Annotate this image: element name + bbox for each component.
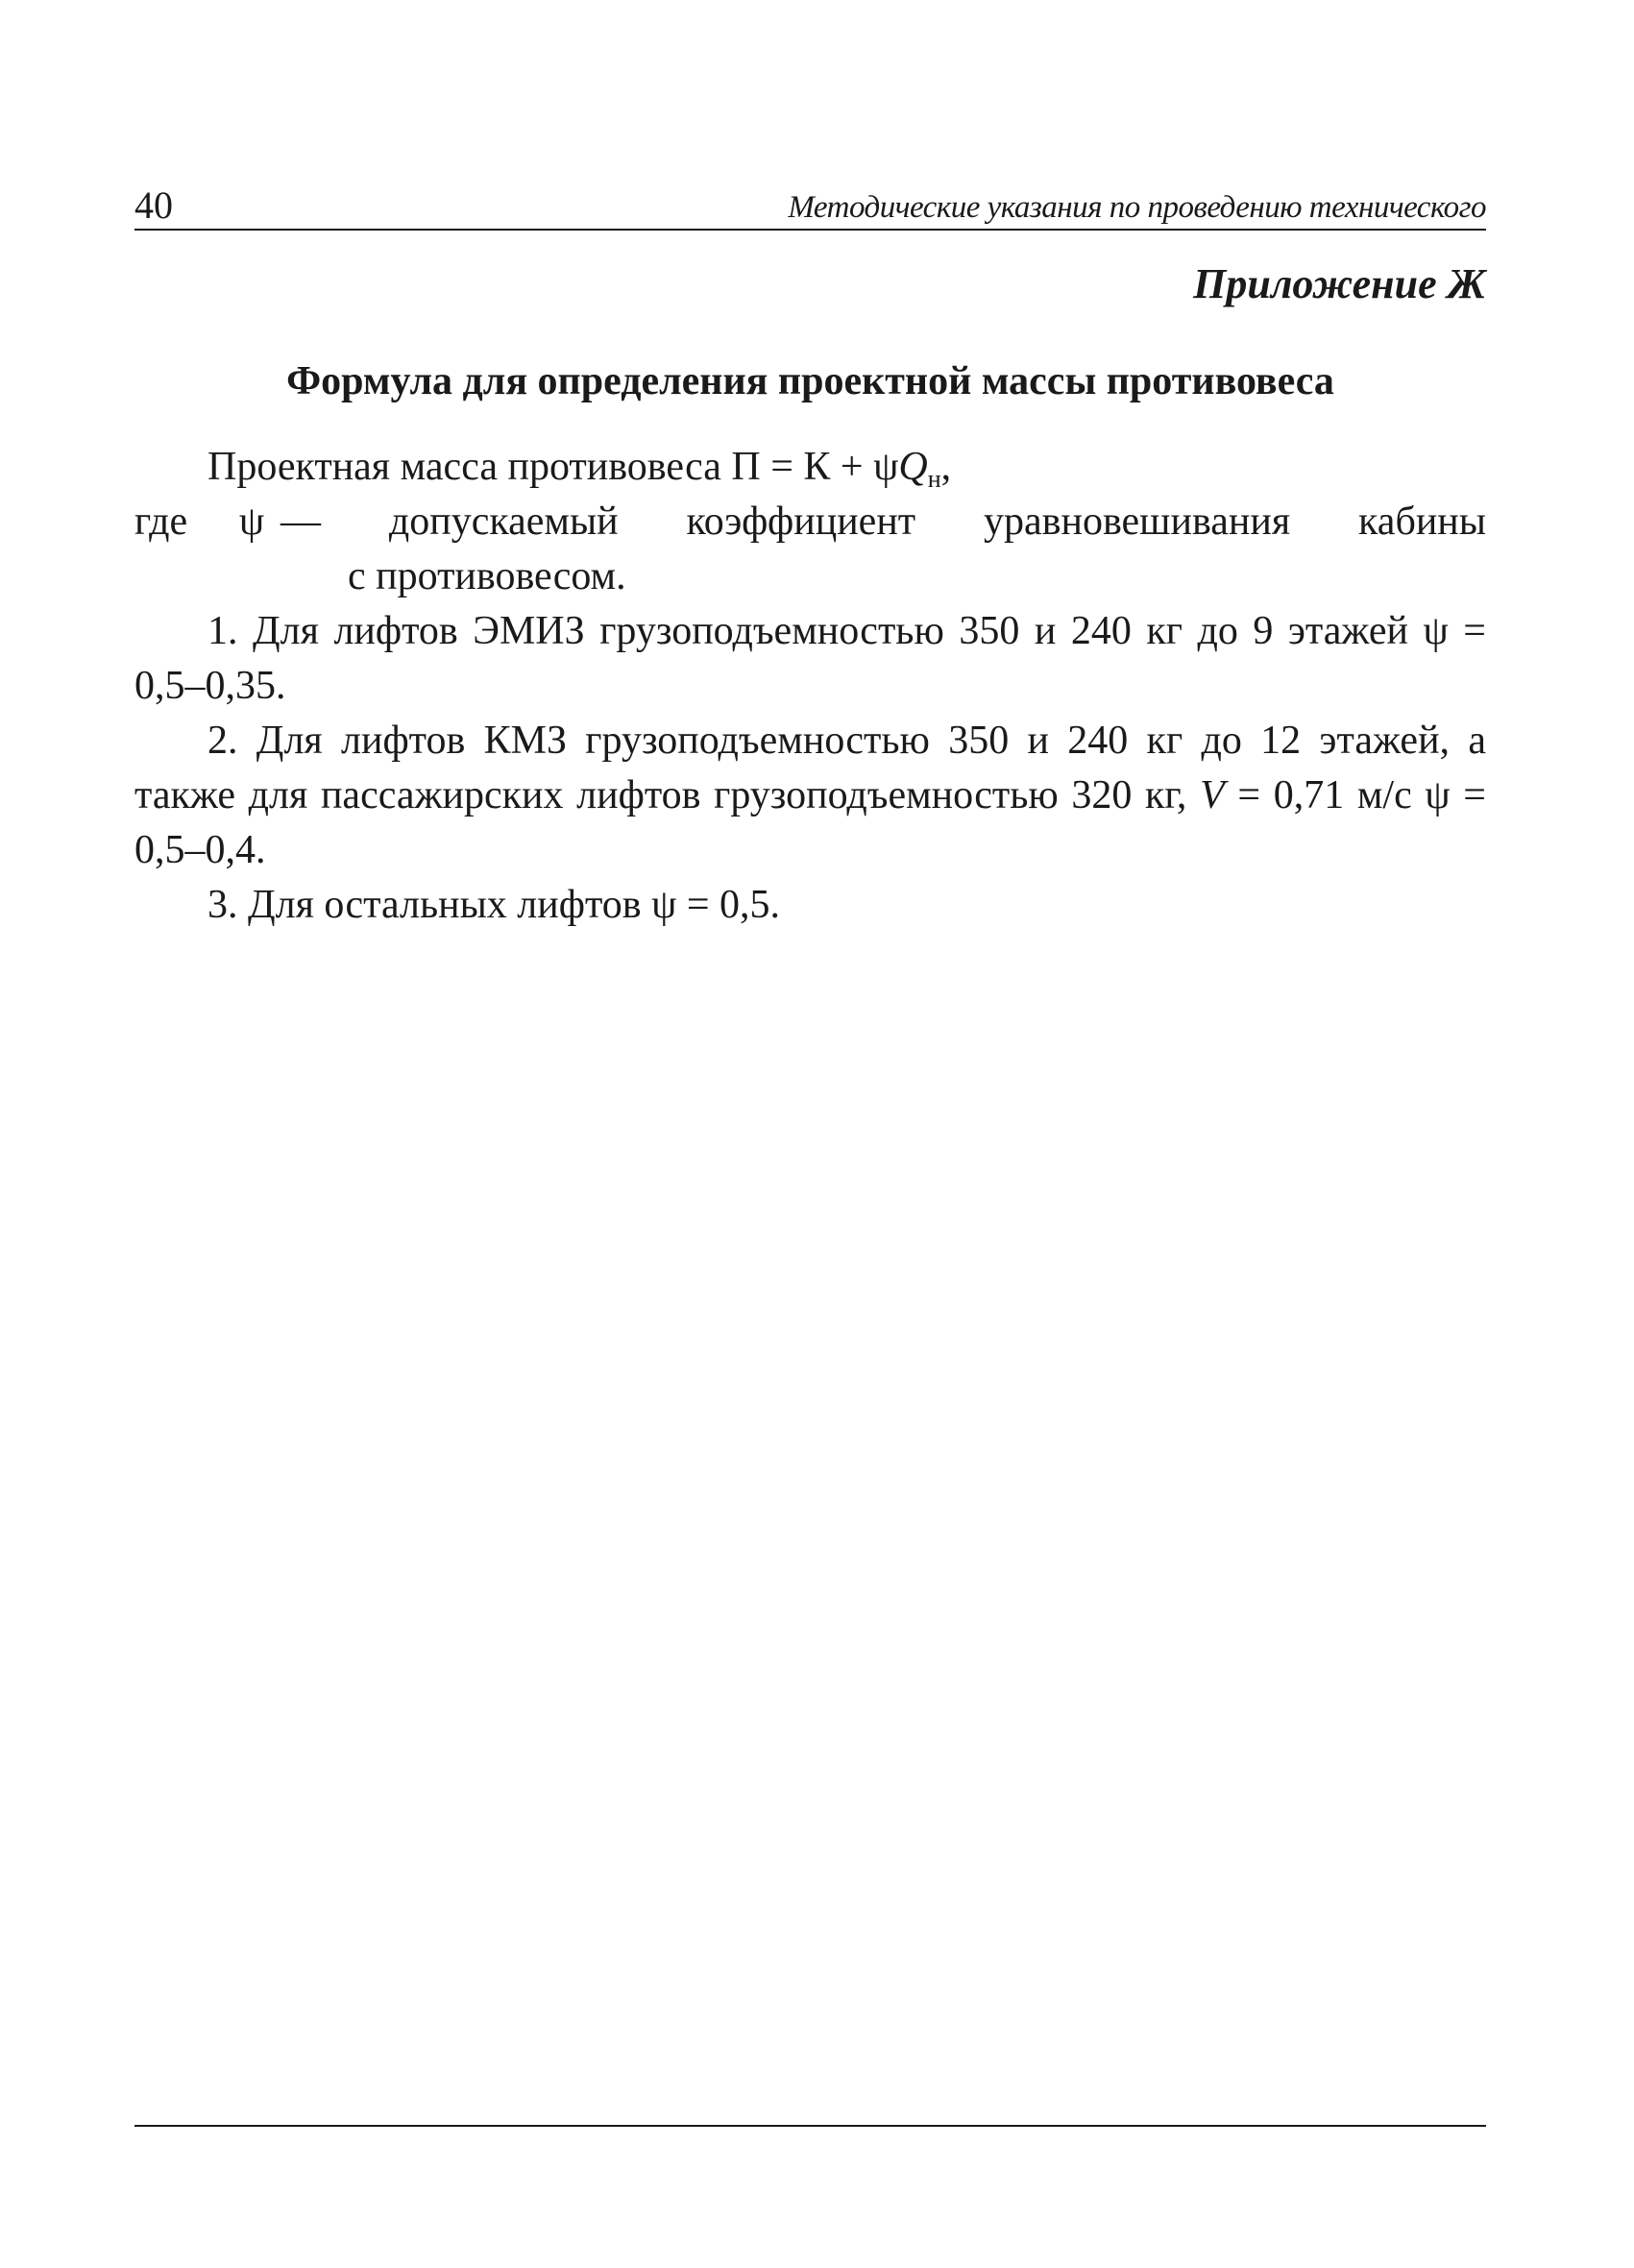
header-rule [134,229,1486,231]
list-item-2-variable: V [1200,773,1225,817]
formula-prefix: Проектная масса противовеса П = К + ψ [207,445,899,489]
where-definition [134,495,1486,549]
list-item-1: 1. Для лифтов ЭМИЗ грузоподъемностью 350 и 240 кг до 9 этажей ψ = 0,5–0,35. [134,609,1486,708]
formula-variable: Q [898,445,928,489]
where-continuation: с противовесом. [348,554,626,598]
list-item-2 [134,714,1486,878]
running-header: Методические указания по проведению технического [788,190,1486,225]
formula-subscript: н [927,465,941,493]
footer-rule [134,2125,1486,2127]
page-number: 40 [134,183,173,227]
list-item-3: 3. Для остальных лифтов ψ = 0,5. [207,883,781,927]
list-item-2-text-before: 2. Для лифтов КМЗ грузоподъемностью 350 и 240 кг до 12 этажей, а также для пассажирских лифтов грузоподъемностью 320 кг, [134,719,1486,817]
formula-suffix: , [940,445,952,489]
where-symbol: ψ [238,500,265,544]
where-word: где [134,500,188,544]
list-item-2-text-after: = 0,71 м/с ψ = 0,5–0,4. [134,773,1486,872]
section-title: Формула для определения проектной массы противовеса [286,359,1334,403]
where-description: — допускаемый коэффициент уравновешивания кабины [280,500,1486,544]
appendix-label: Приложение Ж [1193,260,1486,307]
